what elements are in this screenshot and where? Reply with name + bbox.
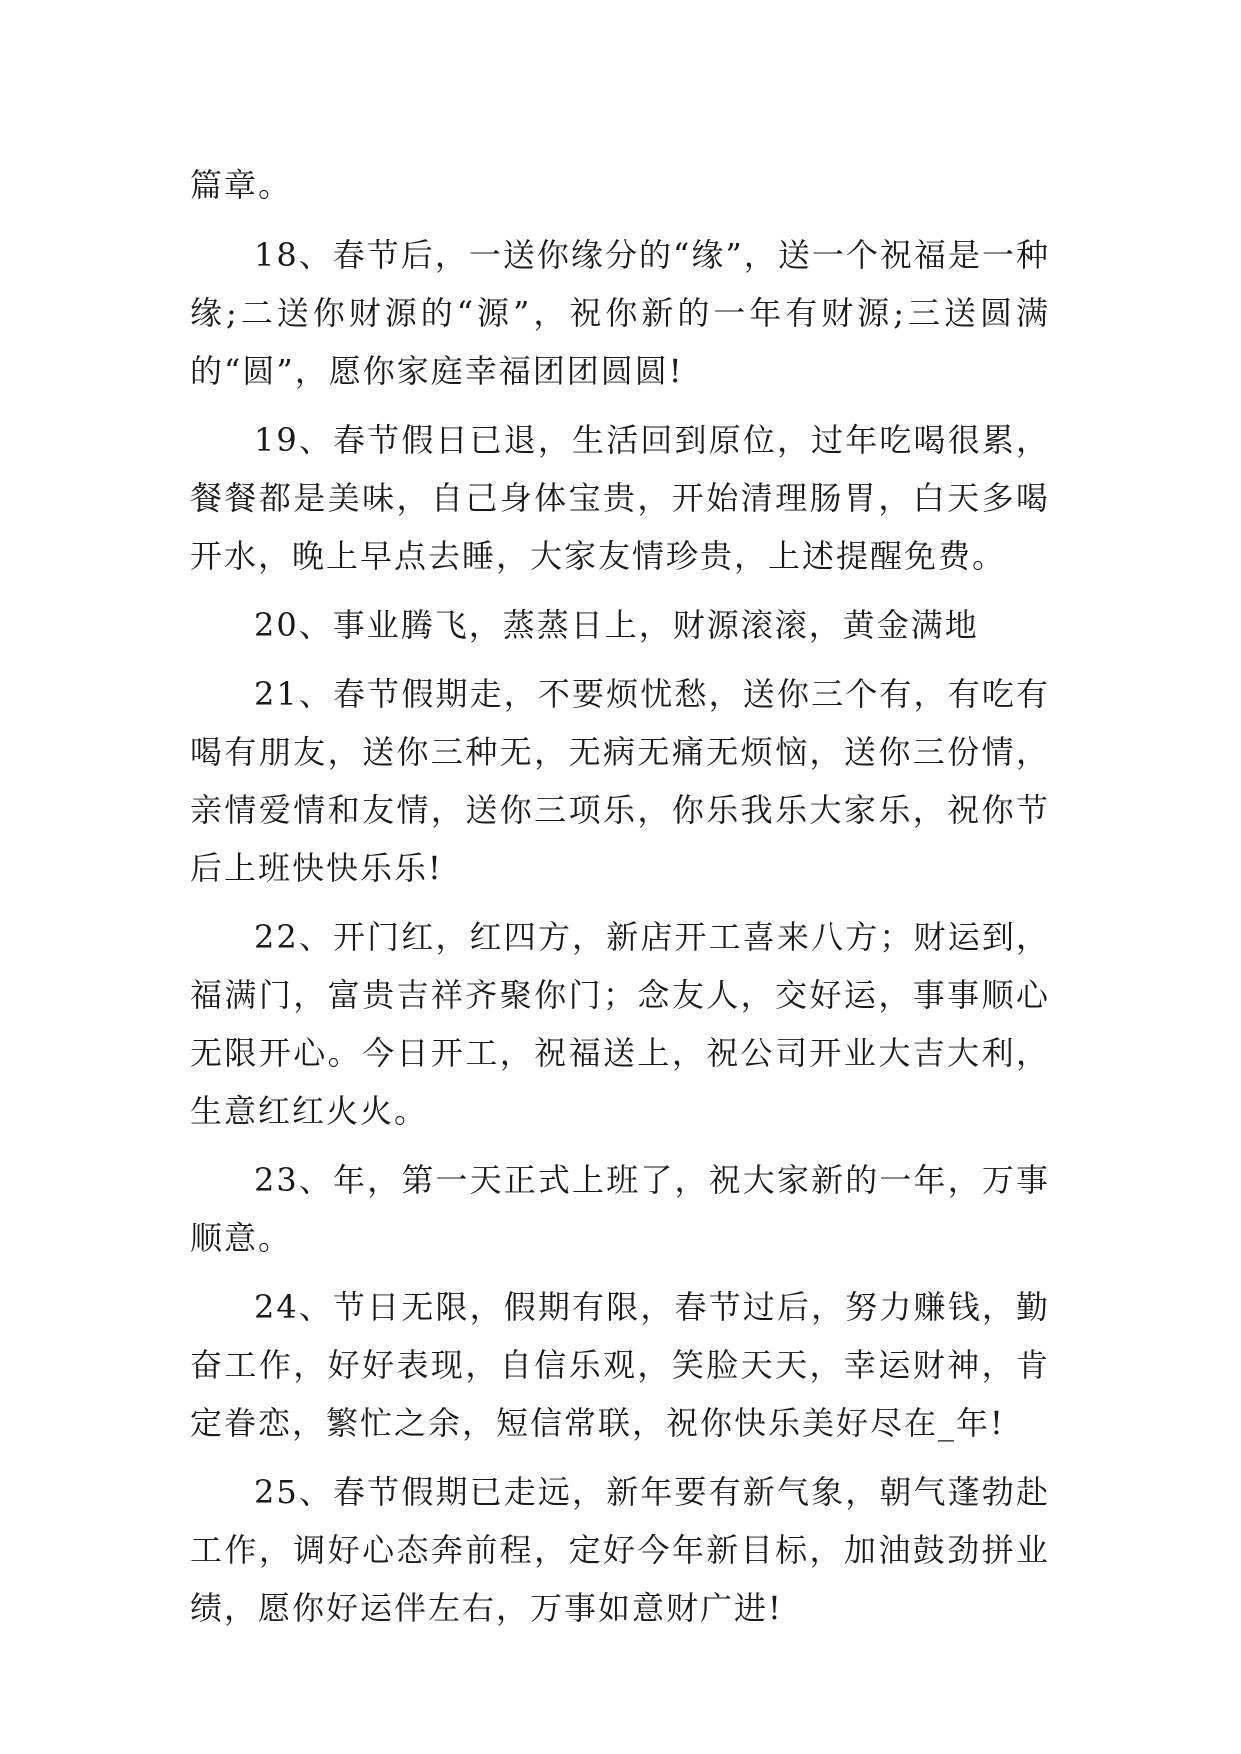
paragraph-item-18: 18、春节后，一送你缘分的“缘”，送一个祝福是一种缘;二送你财源的“源”，祝你新的一年有财源;三送圆满的“圆”，愿你家庭幸福团团圆圆! [190, 236, 1050, 390]
paragraph-item-24: 24、节日无限，假期有限，春节过后，努力赚钱，勤奋工作，好好表现，自信乐观，笑脸天天，幸运财神，肯定眷恋，繁忙之余，短信常联，祝你快乐美好尽在_年! [190, 1288, 1050, 1442]
paragraph-item-19: 19、春节假日已退，生活回到原位，过年吃喝很累，餐餐都是美味，自己身体宝贵，开始清理肠胃，白天多喝开水，晚上早点去睡，大家友情珍贵，上述提醒免费。 [190, 421, 1050, 575]
paragraph-item-20: 20、事业腾飞，蒸蒸日上，财源滚滚，黄金满地 [254, 606, 979, 644]
paragraph-item-22: 22、开门红，红四方，新店开工喜来八方；财运到，福满门，富贵吉祥齐聚你门；念友人，交好运，事事顺心无限开心。今日开工，祝福送上，祝公司开业大吉大利，生意红红火火。 [190, 918, 1050, 1130]
document-body [190, 156, 1050, 1648]
paragraph-continuation: 篇章。 [190, 166, 293, 204]
paragraph-item-23: 23、年，第一天正式上班了，祝大家新的一年，万事顺意。 [190, 1161, 1050, 1257]
paragraph-item-21: 21、春节假期走，不要烦忧愁，送你三个有，有吃有喝有朋友，送你三种无，无病无痛无烦恼，送你三份情，亲情爱情和友情，送你三项乐，你乐我乐大家乐，祝你节后上班快快乐乐! [190, 675, 1050, 887]
paragraph-item-25: 25、春节假期已走远，新年要有新气象，朝气蓬勃赴工作，调好心态奔前程，定好今年新目标，加油鼓劲拼业绩，愿你好运伴左右，万事如意财广进! [190, 1473, 1050, 1627]
